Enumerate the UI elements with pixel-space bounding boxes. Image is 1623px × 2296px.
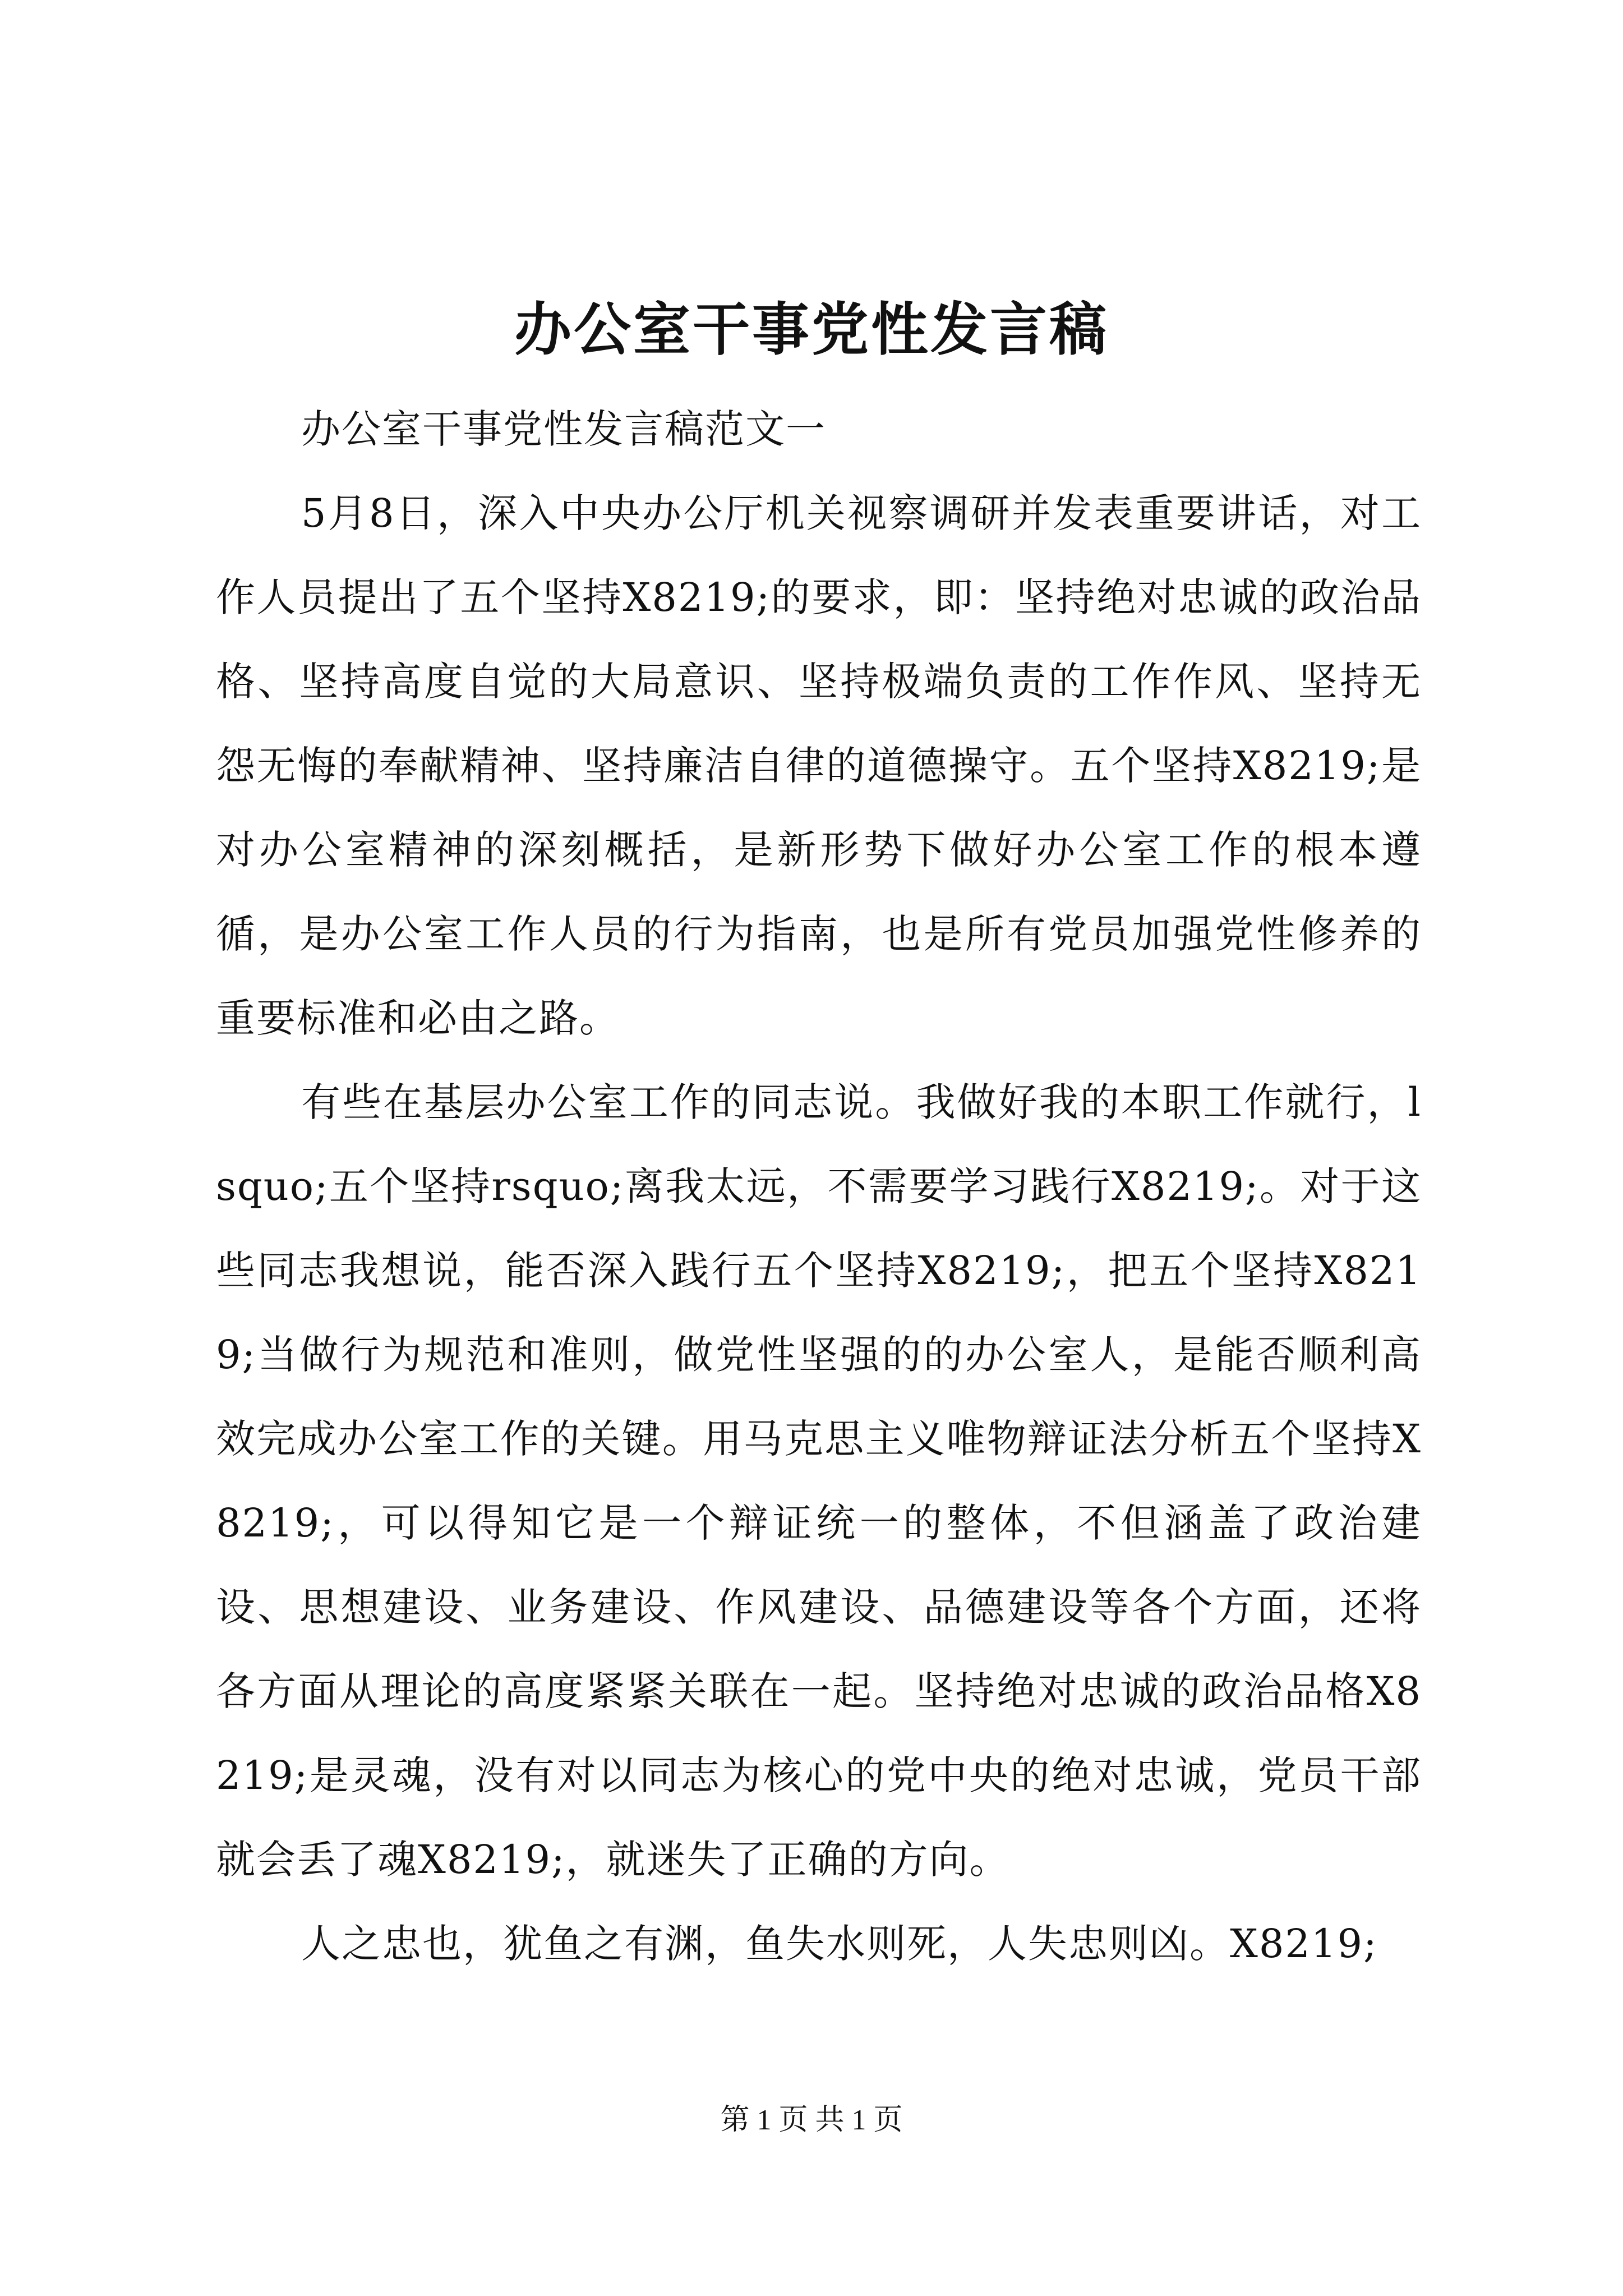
paragraph-subtitle: 办公室干事党性发言稿范文一 — [301, 406, 826, 452]
paragraph-2: 有些在基层办公室工作的同志说。我做好我的本职工作就行，lsquo;五个坚持rsquo;离我太远，不需要学习践行X8219;。对于这些同志我想说，能否深入践行五个坚持X8219;，把五个坚持X8219;当做行为规范和准则，做党性坚强的的办公室人，是能否顺利高效完成办公室工作的关键。用马克思主义唯物辩证法分析五个坚持X8219;，可以得知它是一个辩证统一的整体，不但涵盖了政治建设、思想建设、业务建设、作风建设、品德建设等各个方面，还将各方面从理论的高度紧紧关联在一起。坚持绝对忠诚的政治品格X8219;是灵魂，没有对以同志为核心的党中央的绝对忠诚，党员干部就会丢了魂X8219;，就迷失了正确的方向。 — [216, 1079, 1422, 1883]
document-body — [216, 387, 1422, 1986]
paragraph-1: 5月8日，深入中央办公厅机关视察调研并发表重要讲话，对工作人员提出了五个坚持X8219;的要求，即：坚持绝对忠诚的政治品格、坚持高度自觉的大局意识、坚持极端负责的工作作风、坚持无怨无悔的奉献精神、坚持廉洁自律的道德操守。五个坚持X8219;是对办公室精神的深刻概括，是新形势下做好办公室工作的根本遵循，是办公室工作人员的行为指南，也是所有党员加强党性修养的重要标准和必由之路。 — [216, 490, 1422, 1041]
paragraph-3: 人之忠也，犹鱼之有渊，鱼失水则死，人失忠则凶。X8219; — [301, 1921, 1378, 1967]
page-number-footer: 第 1 页 共 1 页 — [720, 2104, 903, 2136]
document-title: 办公室干事党性发言稿 — [514, 296, 1109, 364]
